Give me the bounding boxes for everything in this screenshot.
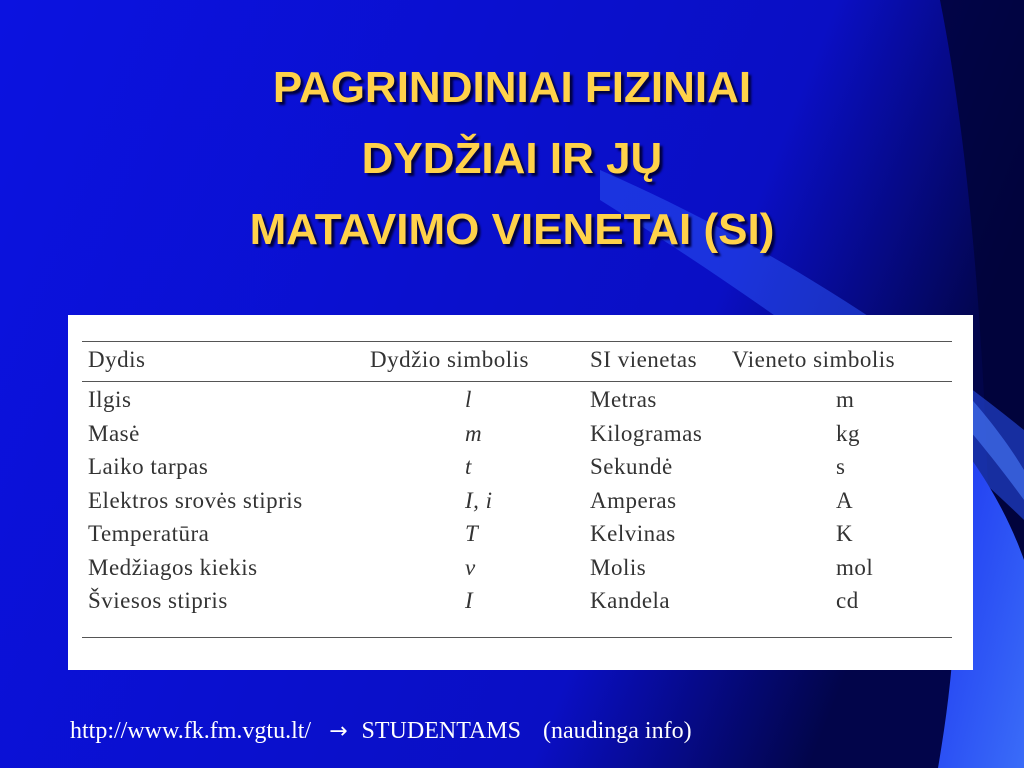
header-symbol: Dydžio simbolis bbox=[370, 347, 529, 372]
si-units-table bbox=[68, 315, 973, 670]
row-quantity: Šviesos stipris bbox=[88, 588, 228, 613]
row-si-unit: Amperas bbox=[590, 487, 677, 513]
row-unit-symbol: mol bbox=[836, 554, 874, 580]
row-symbol: ν bbox=[465, 554, 476, 580]
row-unit-symbol: kg bbox=[836, 420, 860, 446]
row-symbol: I, i bbox=[465, 487, 493, 513]
row-si-unit: Kilogramas bbox=[590, 420, 703, 446]
title-line-2: DYDŽIAI IR JŲ bbox=[361, 134, 663, 183]
title-line-1: PAGRINDINIAI FIZINIAI bbox=[272, 63, 752, 112]
row-symbol: I bbox=[465, 588, 474, 613]
row-unit-symbol: K bbox=[836, 521, 854, 546]
row-quantity: Elektros srovės stipris bbox=[88, 487, 303, 513]
row-symbol: t bbox=[465, 454, 472, 479]
table-top-rule bbox=[82, 341, 952, 342]
header-si-unit: SI vienetas bbox=[590, 347, 698, 372]
footer-section: STUDENTAMS bbox=[361, 718, 521, 744]
right-arrow-icon: → bbox=[329, 719, 348, 744]
row-quantity: Medžiagos kiekis bbox=[88, 554, 258, 580]
row-quantity: Ilgis bbox=[88, 387, 132, 412]
row-symbol: m bbox=[465, 420, 483, 446]
footer-note: (naudinga info) bbox=[542, 718, 692, 744]
row-si-unit: Kelvinas bbox=[590, 521, 676, 546]
footer-url-link[interactable]: http://www.fk.fm.vgtu.lt/ bbox=[70, 718, 312, 744]
row-symbol: l bbox=[465, 387, 472, 412]
row-si-unit: Metras bbox=[590, 387, 657, 412]
row-symbol: T bbox=[465, 521, 479, 546]
row-si-unit: Sekundė bbox=[590, 454, 673, 479]
title-line-3: MATAVIMO VIENETAI (SI) bbox=[249, 205, 775, 254]
row-si-unit: Kandela bbox=[590, 588, 671, 613]
row-unit-symbol: s bbox=[836, 454, 846, 479]
header-rule bbox=[82, 381, 952, 382]
footer bbox=[70, 718, 692, 745]
row-quantity: Masė bbox=[88, 420, 140, 446]
row-quantity: Temperatūra bbox=[88, 521, 210, 546]
row-quantity: Laiko tarpas bbox=[88, 454, 209, 479]
row-unit-symbol: A bbox=[836, 487, 854, 513]
row-unit-symbol: m bbox=[836, 387, 855, 412]
row-unit-symbol: cd bbox=[836, 588, 859, 613]
slide-title bbox=[0, 52, 1024, 265]
header-quantity: Dydis bbox=[88, 347, 146, 372]
row-si-unit: Molis bbox=[590, 554, 647, 580]
header-unit-symbol: Vieneto simbolis bbox=[732, 347, 896, 372]
table-bottom-rule bbox=[82, 637, 952, 638]
